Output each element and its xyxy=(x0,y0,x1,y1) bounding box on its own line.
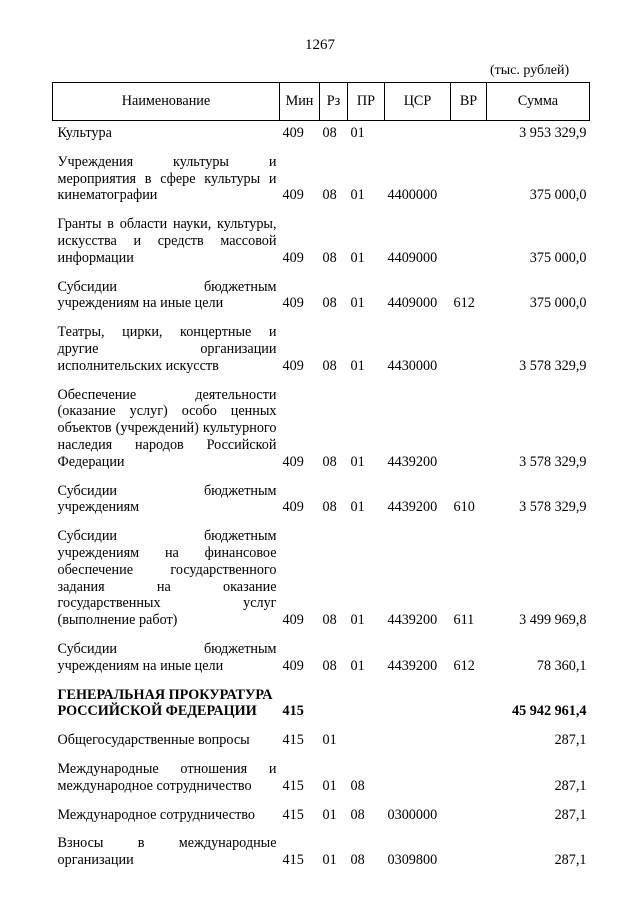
row-name-text: Театры, цирки, концертные и другие организации исполнительских искусств xyxy=(57,324,277,374)
table-row xyxy=(53,629,590,675)
table-row xyxy=(53,720,590,749)
row-vr xyxy=(451,121,487,142)
header-vr: ВР xyxy=(451,83,487,121)
row-rz: 08 xyxy=(322,453,337,470)
row-name-text: Субсидии бюджетным учреждениям xyxy=(57,482,277,516)
row-vr: 610 xyxy=(453,499,475,516)
row-pr: 01 xyxy=(350,453,365,470)
table-row xyxy=(53,471,590,517)
row-csr: 4439200 xyxy=(387,453,438,470)
row-name-text: Общегосударственные вопросы xyxy=(57,732,250,749)
row-rz xyxy=(320,675,348,721)
page-number: 1267 xyxy=(305,37,335,53)
table-row xyxy=(53,312,590,374)
row-name-text: Международные отношения и международное сотрудничество xyxy=(57,760,277,794)
row-csr xyxy=(385,121,451,142)
row-sum: 3 578 329,9 xyxy=(519,453,587,470)
row-vr: 612 xyxy=(453,295,475,312)
row-min: 415 xyxy=(282,806,304,823)
row-name-text: Международное сотрудничество xyxy=(57,806,255,823)
header-pr: ПР xyxy=(348,83,385,121)
table-row xyxy=(53,142,590,204)
header-name: Наименование xyxy=(53,83,280,121)
row-pr: 01 xyxy=(350,187,365,204)
row-pr: 01 xyxy=(350,657,365,674)
budget-table xyxy=(52,82,590,869)
row-name-text: Взносы в международные организации xyxy=(57,835,277,869)
row-name xyxy=(53,823,280,869)
row-csr xyxy=(385,675,451,721)
row-min: 415 xyxy=(282,703,304,720)
row-pr xyxy=(348,720,385,749)
row-name-text: Субсидии бюджетным учреждениям на финансовое обеспечение государственного задания на оказание государственных услуг (выполнение работ) xyxy=(57,528,277,629)
table-row xyxy=(53,204,590,266)
table-row xyxy=(53,121,590,142)
row-name-text: Обеспечение деятельности (оказание услуг) особо ценных объектов (учреждений) культурного наследия народов Российской Федерации xyxy=(57,386,277,470)
row-pr: 08 xyxy=(350,806,365,823)
row-sum: 3 578 329,9 xyxy=(519,499,587,516)
row-sum: 375 000,0 xyxy=(529,187,587,204)
row-csr: 0309800 xyxy=(387,852,438,869)
row-name xyxy=(53,720,280,749)
row-pr: 08 xyxy=(350,852,365,869)
row-sum: 3 499 969,8 xyxy=(519,612,587,629)
row-vr: 612 xyxy=(453,657,475,674)
row-sum: 287,1 xyxy=(554,806,587,823)
row-sum: 287,1 xyxy=(554,732,587,749)
row-name xyxy=(53,312,280,374)
table-row xyxy=(53,675,590,721)
header-min: Мин xyxy=(280,83,320,121)
row-name xyxy=(53,471,280,517)
row-sum: 375 000,0 xyxy=(529,249,587,266)
row-rz: 08 xyxy=(322,187,337,204)
row-name-text: Учреждения культуры и мероприятия в сфере культуры и кинематографии xyxy=(57,153,277,204)
row-min: 409 xyxy=(282,249,304,266)
row-pr: 01 xyxy=(350,499,365,516)
row-vr xyxy=(451,823,487,869)
row-csr: 4400000 xyxy=(387,187,438,204)
row-vr xyxy=(451,204,487,266)
row-min: 409 xyxy=(282,357,304,374)
row-min: 409 xyxy=(282,499,304,516)
row-name xyxy=(53,629,280,675)
row-rz: 08 xyxy=(322,612,337,629)
row-sum: 3 953 329,9 xyxy=(519,125,587,141)
row-name xyxy=(53,142,280,204)
table-body xyxy=(53,121,590,869)
row-name-text: Гранты в области науки, культуры, искусства и средств массовой информации xyxy=(57,216,277,266)
row-vr xyxy=(451,720,487,749)
row-csr: 4439200 xyxy=(387,657,438,674)
row-vr xyxy=(451,795,487,824)
row-name xyxy=(53,204,280,266)
table-row xyxy=(53,516,590,629)
units-label: (тыс. рублей) xyxy=(490,63,570,78)
table-row xyxy=(53,823,590,869)
table-row xyxy=(53,795,590,824)
row-rz: 01 xyxy=(322,806,337,823)
row-name-text: Субсидии бюджетным учреждениям на иные цели xyxy=(57,278,277,312)
row-rz: 01 xyxy=(322,852,337,869)
row-name-text: Субсидии бюджетным учреждениям на иные цели xyxy=(57,640,277,674)
table-header-row xyxy=(53,83,590,121)
row-name xyxy=(53,795,280,824)
row-min: 415 xyxy=(282,777,304,794)
row-pr: 01 xyxy=(350,295,365,312)
row-csr: 4439200 xyxy=(387,499,438,516)
row-sum: 45 942 961,4 xyxy=(512,703,587,720)
table-row xyxy=(53,375,590,471)
row-rz: 08 xyxy=(322,249,337,266)
row-rz: 08 xyxy=(322,499,337,516)
row-rz: 08 xyxy=(322,657,337,674)
row-pr: 01 xyxy=(350,249,365,266)
row-name xyxy=(53,516,280,629)
row-rz: 08 xyxy=(322,357,337,374)
row-vr: 611 xyxy=(453,612,475,629)
row-sum: 287,1 xyxy=(554,852,587,869)
row-min: 415 xyxy=(282,732,304,749)
row-sum: 3 578 329,9 xyxy=(519,357,587,374)
row-vr xyxy=(451,312,487,374)
row-name-text: ГЕНЕРАЛЬНАЯ ПРОКУРАТУРА РОССИЙСКОЙ ФЕДЕРАЦИИ xyxy=(57,686,273,720)
row-min: 415 xyxy=(282,852,304,869)
row-name xyxy=(53,749,280,795)
row-vr xyxy=(451,749,487,795)
budget-table-container xyxy=(52,82,589,869)
table-row xyxy=(53,749,590,795)
row-min: 409 xyxy=(282,125,304,141)
row-csr: 4439200 xyxy=(387,612,438,629)
table-row xyxy=(53,267,590,313)
row-name xyxy=(53,675,280,721)
row-csr: 4409000 xyxy=(387,295,438,312)
row-csr: 0300000 xyxy=(387,806,438,823)
row-csr: 4430000 xyxy=(387,357,438,374)
row-pr: 08 xyxy=(350,777,365,794)
row-name-text: Культура xyxy=(57,125,112,141)
row-name xyxy=(53,121,280,142)
row-min: 409 xyxy=(282,612,304,629)
row-name xyxy=(53,267,280,313)
row-pr: 01 xyxy=(350,612,365,629)
row-rz: 08 xyxy=(322,125,337,141)
header-rz: Рз xyxy=(320,83,348,121)
row-sum: 78 360,1 xyxy=(536,657,587,674)
row-pr xyxy=(348,675,385,721)
header-csr: ЦСР xyxy=(385,83,451,121)
row-rz: 01 xyxy=(322,732,337,749)
row-rz: 08 xyxy=(322,295,337,312)
row-sum: 375 000,0 xyxy=(529,295,587,312)
row-min: 409 xyxy=(282,453,304,470)
row-vr xyxy=(451,675,487,721)
row-vr xyxy=(451,142,487,204)
header-sum: Сумма xyxy=(487,83,590,121)
row-csr xyxy=(385,749,451,795)
row-sum: 287,1 xyxy=(554,777,587,794)
row-min: 409 xyxy=(282,657,304,674)
row-csr xyxy=(385,720,451,749)
row-min: 409 xyxy=(282,295,304,312)
row-vr xyxy=(451,375,487,471)
row-csr: 4409000 xyxy=(387,249,438,266)
row-pr: 01 xyxy=(350,357,365,374)
row-pr: 01 xyxy=(350,125,365,141)
row-name xyxy=(53,375,280,471)
row-min: 409 xyxy=(282,187,304,204)
row-rz: 01 xyxy=(322,777,337,794)
